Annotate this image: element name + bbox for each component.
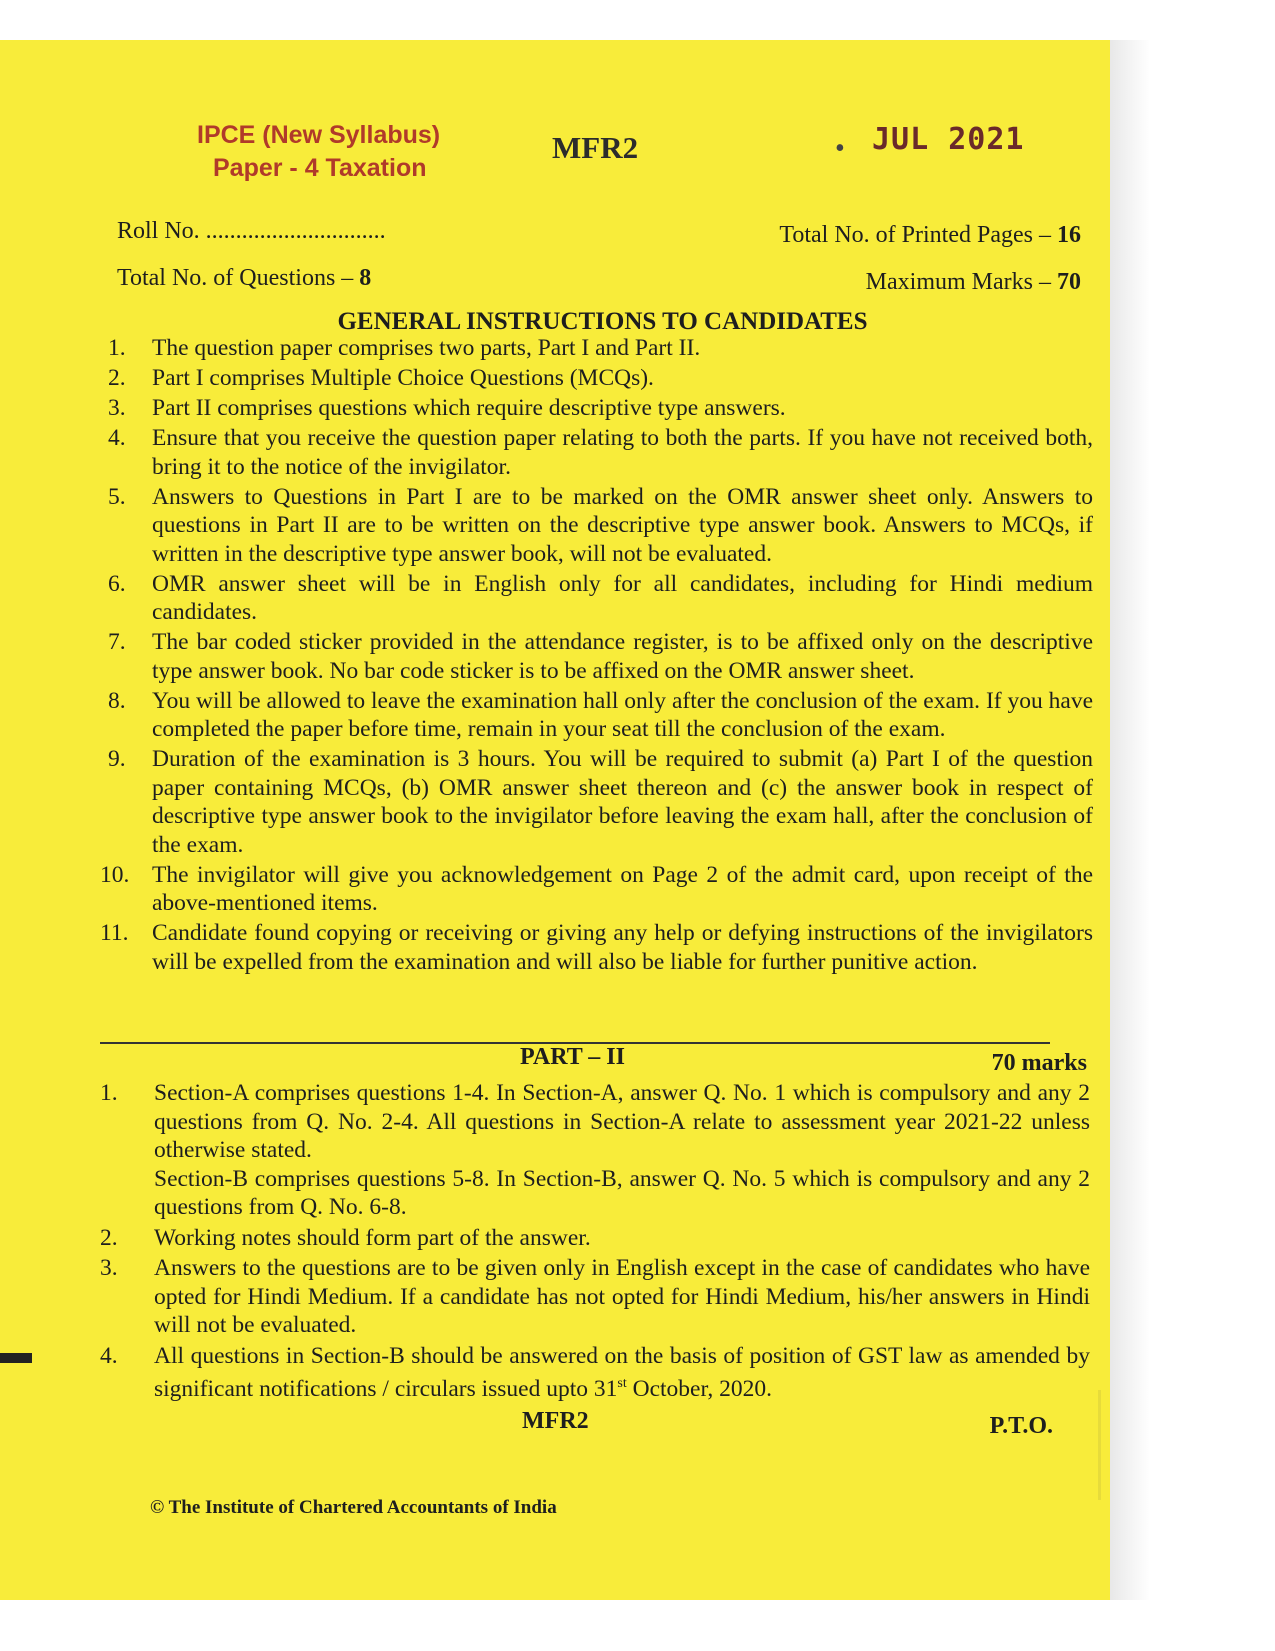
item-text: Answers to Questions in Part I are to be marked on the OMR answer sheet only. Answers to questions in Part II are to be written on the descriptive type answer book. Answers to MCQs, if written in the descriptive type answer book, will not be evaluated. — [152, 483, 1093, 567]
printed-pages-label: Total No. of Printed Pages – — [779, 222, 1051, 248]
instruction-item — [108, 424, 1093, 481]
item-text-end: October, 2020. — [626, 1375, 772, 1402]
item-text: Part I comprises Multiple Choice Questions (MCQs). — [152, 365, 654, 391]
date-stamp: JUL 2021 — [872, 122, 1025, 157]
item-number: 5. — [108, 483, 126, 510]
item-number: 3. — [100, 1255, 118, 1281]
copyright-notice: © The Institute of Chartered Accountants of India — [150, 1497, 557, 1518]
course-title: IPCE (New Syllabus) — [197, 121, 441, 149]
item-text: Working notes should form part of the answer. — [154, 1224, 591, 1251]
instruction-item — [100, 861, 1093, 918]
instruction-item — [108, 687, 1093, 744]
item-text: Section-A comprises questions 1-4. In Section-A, answer Q. No. 1 which is compulsory and any 2 questions from Q. No. 2-4. All questions in Section-A relate to assessment year 2021-22 unless otherwise stated. — [154, 1080, 1090, 1163]
item-number: 2. — [100, 1224, 118, 1251]
part-two-item — [100, 1342, 1090, 1404]
instruction-item — [100, 919, 1093, 976]
item-number: 9. — [108, 746, 126, 772]
item-text: Candidate found copying or receiving or giving any help or defying instructions of the invigilators will be expelled from the examination and will also be liable for further punitive action. — [152, 920, 1093, 975]
maximum-marks — [866, 268, 1081, 296]
item-number: 4. — [108, 425, 126, 451]
instruction-item — [108, 570, 1093, 627]
item-number: 4. — [100, 1342, 118, 1369]
scan-edge-line — [1098, 1390, 1101, 1500]
total-questions — [117, 264, 371, 292]
item-number: 2. — [108, 365, 126, 391]
printed-pages-value: 16 — [1057, 222, 1081, 248]
part-two-title: PART – II — [520, 1044, 625, 1070]
paper-code: MFR2 — [552, 130, 639, 165]
paper-title: Paper - 4 Taxation — [213, 154, 427, 182]
part-two-marks: 70 marks — [991, 1050, 1087, 1076]
item-text: The question paper comprises two parts, Part I and Part II. — [152, 335, 701, 361]
instruction-item — [108, 394, 1093, 423]
item-number: 11. — [100, 920, 129, 946]
part-two-item — [100, 1079, 1090, 1222]
sheet-edge-shadow — [1110, 40, 1150, 1600]
general-instructions-list — [100, 334, 1093, 978]
total-questions-label: Total No. of Questions – — [117, 265, 354, 291]
general-instructions-title: GENERAL INSTRUCTIONS TO CANDIDATES — [337, 308, 868, 335]
item-number: 7. — [108, 629, 126, 655]
footer-paper-code: MFR2 — [522, 1408, 589, 1434]
item-text: Ensure that you receive the question paper relating to both the parts. If you have not received both, bring it to the notice of the invigilator. — [152, 425, 1093, 480]
printed-pages — [779, 221, 1081, 249]
scan-mark — [0, 1353, 32, 1363]
please-turn-over: P.T.O. — [989, 1413, 1053, 1439]
item-number: 10. — [100, 861, 130, 888]
item-text: The bar coded sticker provided in the attendance register, is to be affixed only on the descriptive type answer book. No bar code sticker is to be affixed on the OMR answer sheet. — [152, 629, 1093, 684]
item-text-section-b: Section-B comprises questions 5-8. In Section-B, answer Q. No. 5 which is compulsory and any 2 questions from Q. No. 6-8. — [154, 1165, 1090, 1220]
maximum-marks-label: Maximum Marks – — [865, 269, 1051, 295]
item-text: Answers to the questions are to be given only in English except in the case of candidates who have opted for Hindi Medium. If a candidate has not opted for Hindi Medium, his/her answers in Hindi will not be evaluated. — [154, 1255, 1090, 1338]
roll-number-field: Roll No. .............................. — [117, 218, 386, 244]
item-text: The invigilator will give you acknowledgement on Page 2 of the admit card, upon receipt of the above-mentioned items. — [152, 861, 1093, 916]
item-number: 3. — [108, 395, 126, 421]
item-number: 1. — [108, 335, 126, 361]
total-questions-value: 8 — [359, 265, 372, 291]
instruction-item — [108, 628, 1093, 685]
maximum-marks-value: 70 — [1057, 269, 1081, 295]
item-text: Part II comprises questions which require descriptive type answers. — [152, 395, 786, 421]
part-two-item — [100, 1224, 1090, 1253]
item-text: You will be allowed to leave the examination hall only after the conclusion of the exam. If you have completed the paper before time, remain in your seat till the conclusion of the exam. — [152, 687, 1093, 742]
part-two-instructions — [100, 1079, 1090, 1405]
instruction-item — [108, 483, 1093, 569]
part-two-item — [100, 1254, 1090, 1340]
instruction-item — [108, 364, 1093, 393]
instruction-item — [108, 745, 1093, 859]
item-number: 6. — [108, 570, 126, 597]
item-text: OMR answer sheet will be in English only for all candidates, including for Hindi medium candidates. — [152, 570, 1093, 625]
item-number: 1. — [100, 1080, 118, 1106]
instruction-item — [108, 334, 1093, 363]
item-text: All questions in Section-B should be answered on the basis of position of GST law as amended by significant notifications / circulars issued upto 31 — [154, 1342, 1090, 1402]
item-text: Duration of the examination is 3 hours. You will be required to submit (a) Part I of the question paper containing MCQs, (b) OMR answer sheet thereon and (c) the answer book in respect of descriptive type answer book to the invigilator before leaving the exam hall, after the conclusion of the exam. — [152, 746, 1093, 858]
stamp-dot: • — [835, 133, 845, 164]
item-superscript: st — [617, 1376, 627, 1391]
item-number: 8. — [108, 687, 126, 714]
